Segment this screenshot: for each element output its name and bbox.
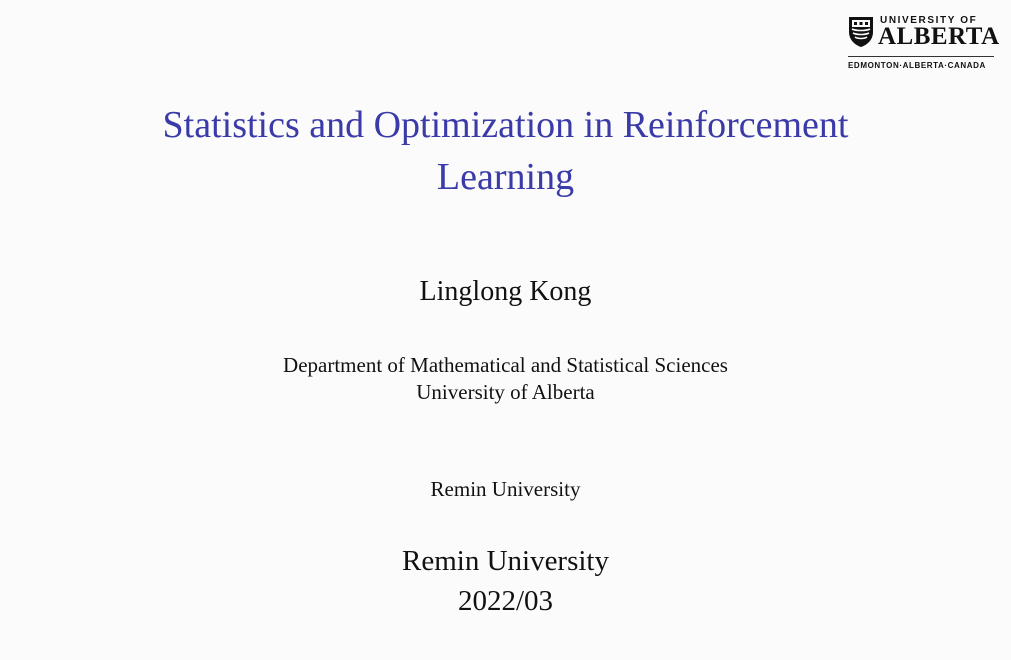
- affiliation-department: Department of Mathematical and Statistical Sciences: [283, 353, 728, 377]
- shield-crest-icon: [848, 16, 874, 48]
- logo-divider: [848, 56, 994, 57]
- affiliation-university: University of Alberta: [416, 380, 595, 404]
- venue-name: Remin University: [401, 545, 609, 577]
- slide-title-line-2: Learning: [436, 156, 575, 198]
- author-name: Linglong Kong: [419, 276, 592, 307]
- university-logo: [848, 14, 1000, 76]
- logo-location: EDMONTON·ALBERTA·CANADA: [848, 61, 986, 70]
- venue-label: Remin University: [430, 477, 581, 501]
- logo-alberta: ALBERTA: [878, 23, 1000, 50]
- slide-title-line-1: Statistics and Optimization in Reinforcement: [162, 104, 849, 146]
- logo-university-of: UNIVERSITY OF: [880, 15, 978, 26]
- presentation-date: 2022/03: [457, 585, 554, 617]
